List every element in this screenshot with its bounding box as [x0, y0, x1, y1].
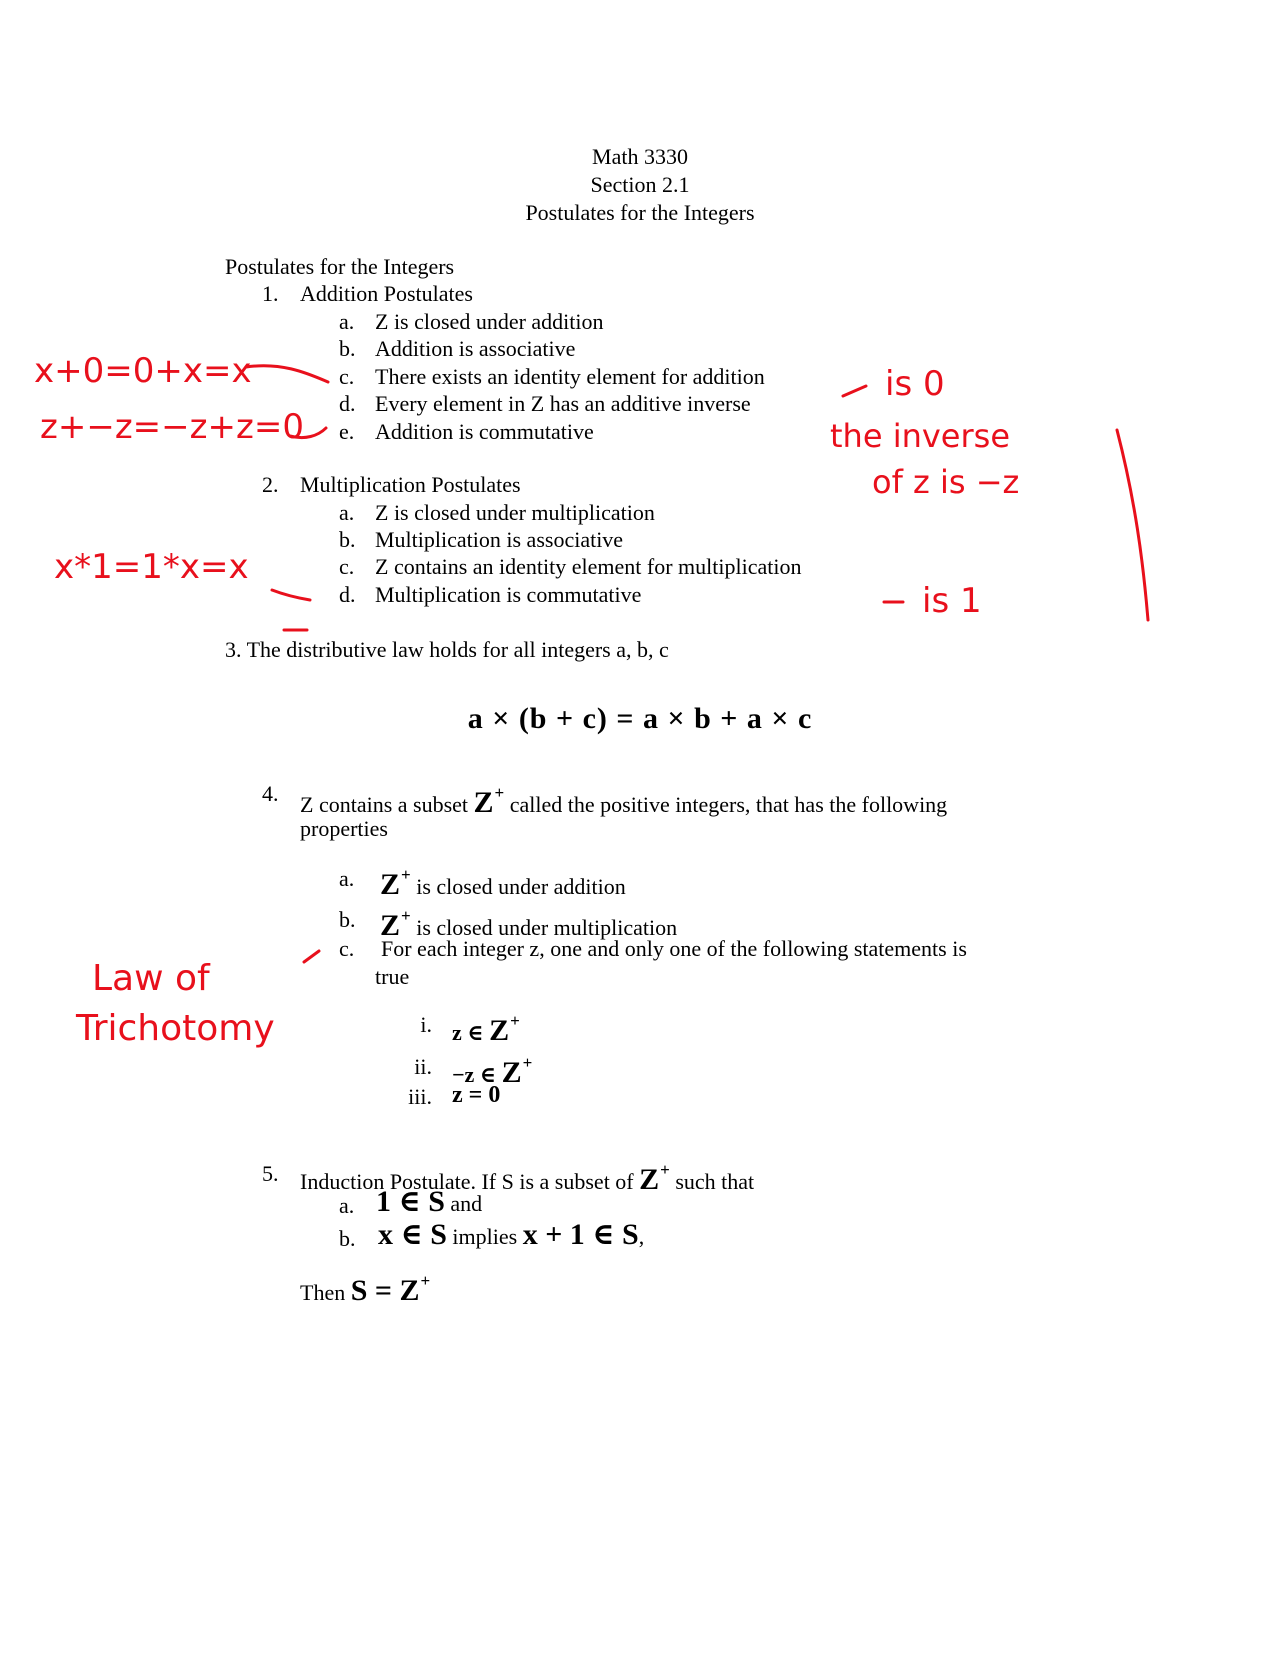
multiplication-item-a: Z is closed under multiplication: [375, 500, 655, 525]
z-plus-symbol: Z+: [501, 1053, 533, 1089]
induction-intro: Induction Postulate. If S is a subset of Z+ such that: [300, 1160, 755, 1196]
note-add-identity: x+0=0+x=x: [34, 351, 252, 391]
tick-stroke: [304, 951, 319, 962]
addition-item-d: Every element in Z has an additive inverse: [375, 391, 751, 416]
z-plus-symbol: Z+: [639, 1160, 670, 1196]
induction-number: 5.: [262, 1161, 279, 1186]
distributive-formula: a × (b + c) = a × b + a × c: [467, 702, 813, 735]
positive-item-b: Z+ is closed under multiplication: [380, 906, 678, 942]
course-title: Math 3330: [592, 144, 688, 169]
z-plus-symbol: Z+: [473, 783, 505, 819]
bracket-stroke: [1117, 430, 1148, 620]
note-identity-zero: is 0: [885, 364, 945, 404]
pointer-stroke: [246, 366, 328, 382]
addition-number: 1.: [262, 281, 279, 306]
positive-number: 4.: [262, 781, 279, 806]
induction-item-b: x ∈ S implies x + 1 ∈ S,: [378, 1218, 645, 1251]
positive-item-b-marker: b.: [339, 907, 356, 932]
note-mult-identity: x*1=1*x=x: [54, 547, 249, 587]
multiplication-item-b: Multiplication is associative: [375, 527, 624, 552]
positive-intro-cont: properties: [300, 816, 388, 841]
positive-item-c: For each integer z, one and only one of the following statements is: [381, 936, 967, 961]
induction-conclusion: Then S = Z+: [300, 1271, 431, 1307]
positive-item-a: Z+ is closed under addition: [380, 865, 626, 901]
note-trichotomy-line2: Trichotomy: [76, 1008, 275, 1049]
addition-item-e-marker: e.: [339, 419, 355, 444]
positive-item-a-marker: a.: [339, 866, 355, 891]
case-iii: z = 0: [452, 1082, 501, 1108]
z-plus-symbol: Z+: [489, 1011, 520, 1047]
induction-item-a-marker: a.: [339, 1193, 355, 1218]
case-ii-marker: ii.: [414, 1054, 432, 1079]
z-plus-symbol: Z+: [399, 1271, 431, 1307]
addition-item-d-marker: d.: [339, 391, 356, 416]
note-trichotomy-line1: Law of: [92, 958, 210, 999]
case-ii: −z ∈ Z+: [452, 1053, 533, 1089]
induction-item-b-marker: b.: [339, 1226, 356, 1251]
addition-title: Addition Postulates: [300, 281, 473, 306]
addition-item-b-marker: b.: [339, 336, 356, 361]
multiplication-title: Multiplication Postulates: [300, 472, 521, 497]
distributive-text: 3. The distributive law holds for all integers a, b, c: [225, 637, 669, 662]
addition-item-e: Addition is commutative: [375, 419, 594, 444]
multiplication-item-d-marker: d.: [339, 582, 356, 607]
note-add-inverse: z+−z=−z+z=0: [40, 407, 304, 447]
z-plus-symbol: Z+: [380, 906, 411, 942]
multiplication-item-c: Z contains an identity element for multiplication: [375, 554, 802, 579]
positive-intro-pre: Z contains a subset: [300, 792, 469, 817]
induction-item-a: 1 ∈ S and: [376, 1185, 483, 1218]
dash-stroke: [843, 386, 866, 396]
case-i: z ∈ Z+: [452, 1011, 520, 1047]
page-title: Postulates for the Integers: [525, 200, 755, 225]
multiplication-item-a-marker: a.: [339, 500, 355, 525]
case-i-marker: i.: [420, 1012, 432, 1037]
heading: Postulates for the Integers: [225, 254, 455, 279]
note-mult-one: is 1: [922, 581, 982, 621]
multiplication-item-c-marker: c.: [339, 554, 355, 579]
addition-item-b: Addition is associative: [375, 336, 576, 361]
addition-item-a: Z is closed under addition: [375, 309, 604, 334]
z-plus-symbol: Z+: [380, 865, 411, 901]
case-iii-marker: iii.: [408, 1084, 432, 1109]
note-inverse-line1: the inverse: [830, 417, 1010, 455]
section-title: Section 2.1: [590, 172, 690, 197]
multiplication-number: 2.: [262, 472, 279, 497]
multiplication-item-b-marker: b.: [339, 527, 356, 552]
note-inverse-line2: of z is −z: [872, 463, 1020, 501]
addition-item-c: There exists an identity element for addition: [375, 364, 765, 389]
positive-item-c-marker: c.: [339, 936, 355, 961]
pointer-stroke: [272, 590, 310, 600]
addition-item-a-marker: a.: [339, 309, 355, 334]
positive-intro-post: called the positive integers, that has the following: [509, 792, 948, 817]
addition-item-c-marker: c.: [339, 364, 355, 389]
multiplication-item-d: Multiplication is commutative: [375, 582, 642, 607]
positive-item-c-cont: true: [375, 964, 410, 989]
